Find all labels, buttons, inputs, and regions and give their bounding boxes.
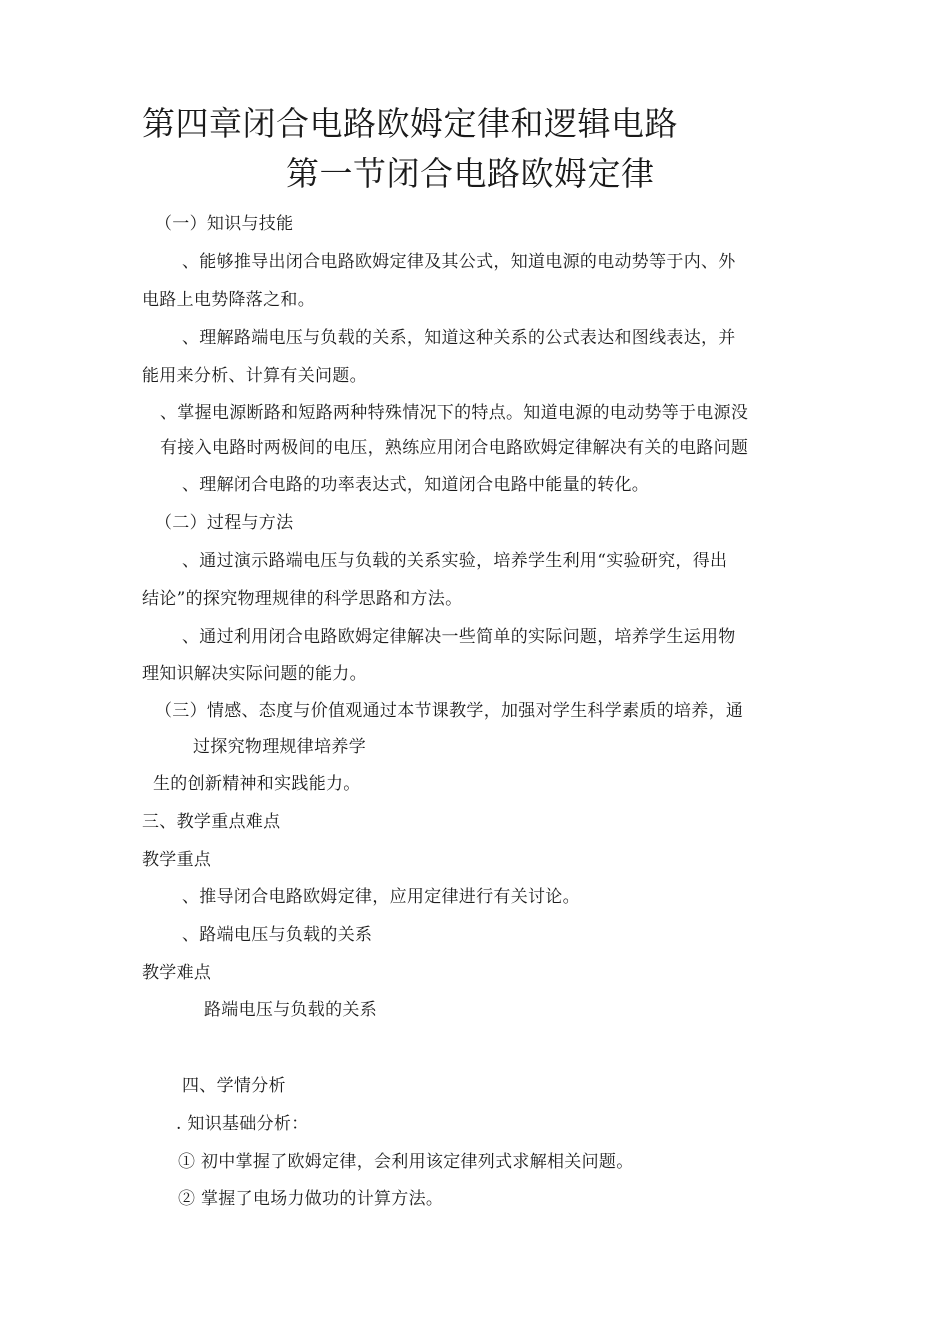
knowledge-item-3-line-2: 有接入电路时两极间的电压，熟练应用闭合电路欧姆定律解决有关的电路问题 bbox=[160, 438, 749, 458]
focus-item-1: 、推导闭合电路欧姆定律，应用定律进行有关讨论。 bbox=[182, 887, 580, 907]
values-line-3: 生的创新精神和实践能力。 bbox=[153, 774, 361, 794]
process-item-2-line-2: 理知识解决实际问题的能力。 bbox=[142, 664, 367, 684]
knowledge-item-2-line-2: 能用来分析、计算有关问题。 bbox=[142, 366, 367, 386]
analysis-sub-heading: . 知识基础分析： bbox=[176, 1114, 309, 1134]
section-title: 第一节闭合电路欧姆定律 bbox=[286, 154, 655, 193]
process-item-1-line-1: 、通过演示路端电压与负载的关系实验，培养学生利用“实验研究，得出 bbox=[182, 551, 728, 571]
values-line-2: 过探究物理规律培养学 bbox=[193, 737, 366, 757]
key-points-heading: 三、教学重点难点 bbox=[142, 812, 281, 832]
analysis-heading: 四、学情分析 bbox=[182, 1076, 286, 1096]
difficulty-label: 教学难点 bbox=[142, 963, 212, 983]
process-item-2-line-1: 、通过利用闭合电路欧姆定律解决一些简单的实际问题，培养学生运用物 bbox=[182, 627, 736, 647]
analysis-point-1: ① 初中掌握了欧姆定律，会利用该定律列式求解相关问题。 bbox=[178, 1152, 634, 1172]
process-heading: （二）过程与方法 bbox=[155, 513, 294, 533]
knowledge-item-1-line-2: 电路上电势降落之和。 bbox=[142, 290, 315, 310]
difficulty-item-1: 路端电压与负载的关系 bbox=[204, 1000, 377, 1020]
analysis-point-2: ② 掌握了电场力做功的计算方法。 bbox=[178, 1189, 444, 1209]
knowledge-item-1-line-1: 、能够推导出闭合电路欧姆定律及其公式，知道电源的电动势等于内、外 bbox=[182, 252, 736, 272]
focus-label: 教学重点 bbox=[142, 850, 212, 870]
values-line-1: （三）情感、态度与价值观通过本节课教学，加强对学生科学素质的培养，通 bbox=[155, 701, 744, 721]
knowledge-item-4: 、理解闭合电路的功率表达式，知道闭合电路中能量的转化。 bbox=[182, 475, 650, 495]
chapter-title: 第四章闭合电路欧姆定律和逻辑电路 bbox=[142, 104, 678, 143]
knowledge-item-3-line-1: 、掌握电源断路和短路两种特殊情况下的特点。知道电源的电动势等于电源没 bbox=[160, 403, 749, 423]
focus-item-2: 、路端电压与负载的关系 bbox=[182, 925, 373, 945]
process-item-1-line-2: 结论”的探究物理规律的科学思路和方法。 bbox=[142, 589, 463, 609]
knowledge-item-2-line-1: 、理解路端电压与负载的关系，知道这种关系的公式表达和图线表达，并 bbox=[182, 328, 736, 348]
knowledge-heading: （一）知识与技能 bbox=[155, 214, 294, 234]
